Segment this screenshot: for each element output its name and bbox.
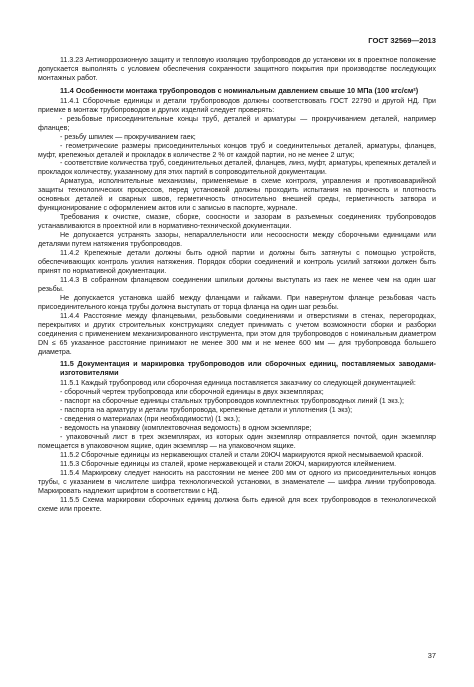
paragraph-11-5-3: 11.5.3 Сборочные единицы из сталей, кроме нержавеющей и стали 20ЮЧ, маркируются клеймением. xyxy=(60,459,397,468)
paragraph-11-5-5: 11.5.5 Схема маркировки сборочных единиц должна быть единой для всех трубопроводов в технологической схеме или проекте. xyxy=(38,495,436,513)
paragraph-11-5-4: 11.5.4 Маркировку следует наносить на расстоянии не менее 200 мм от одного из присоединительных концов трубы, с указанием в числителе шифра технологической установки, в знаменателе — шифра линии трубопровода. Маркировать надлежит шрифтом в соответствии с НД. xyxy=(38,468,436,495)
paragraph-11-3-23: 11.3.23 Антикоррозионную защиту и тепловую изоляцию трубопроводов до установки их в проектное положение допускается выполнять с условием обеспечения сохранности защитного покрытия при производстве последующих монтажных работ. xyxy=(38,56,436,82)
paragraph: Арматура, исполнительные механизмы, применяемые в схеме контроля, управления и противоаварийной защиты технологических процессов, перед установкой должны проходить испытания на прочность и плотность основных деталей и сварных швов, герметичность относительно внешней среды, герметичность затвора и функционирование с оформлением актов или с записью в паспорте, журнале. xyxy=(38,177,436,213)
list-item: - резьбу шпилек — прокручиванием гаек; xyxy=(60,132,196,141)
paragraph-11-5-2: 11.5.2 Сборочные единицы из нержавеющих сталей и стали 20ЮЧ маркируются яркой несмываемой краской. xyxy=(60,450,424,459)
list-item: - ведомость на упаковку (комплектовочная ведомость) в одном экземпляре; xyxy=(60,424,312,433)
section-heading-11-4: 11.4 Особенности монтажа трубопроводов с номинальным давлением свыше 10 МПа (100 кгс/см²) xyxy=(60,85,419,95)
paragraph-11-4-3: 11.4.3 В собранном фланцевом соединении шпильки должны выступать из гаек не менее чем на один шаг резьбы. xyxy=(38,275,436,293)
document-body xyxy=(38,56,436,514)
list-item: - сборочный чертеж трубопровода или сборочной единицы в двух экземплярах; xyxy=(60,388,324,397)
document-code: ГОСТ 32569—2013 xyxy=(368,36,436,45)
paragraph: Не допускается установка шайб между фланцами и гайками. При навернутом фланце резьбовая часть присоединительного конца трубы должна выступать от торца фланца на один шаг резьбы. xyxy=(38,293,436,311)
paragraph: Не допускается устранять зазоры, непараллельности или несоосности между сборочными единицами или деталями путем натяжения трубопроводов. xyxy=(38,231,436,249)
list-item: - резьбовые присоединительные концы труб, деталей и арматуры — прокручиванием деталей, например фланцев; xyxy=(38,114,436,132)
list-item: - сведения о материалах (при необходимости) (1 экз.); xyxy=(60,415,240,424)
list-item: - паспорта на арматуру и детали трубопровода, крепежные детали и уплотнения (1 экз); xyxy=(60,406,353,415)
list-item: - упаковочный лист в трех экземплярах, из которых один экземпляр отправляется почтой, один экземпляр помещается в упаковочном ящике, один экземпляр — на упаковочном ящике. xyxy=(38,433,436,451)
paragraph-11-4-2: 11.4.2 Крепежные детали должны быть одной партии и должны быть затянуты с помощью устройств, обеспечивающих контроль усилия натяжения. Порядок сборки соединений и контроль усилий затяжки должен быть принят по нормативной документации. xyxy=(38,249,436,275)
list-item: - соответствие количества труб, соединительных деталей, фланцев, линз, муфт, арматуры, крепежных деталей и прокладок количеству, указанному для этих партий в сопроводительной документации. xyxy=(38,159,436,177)
paragraph-11-5-1: 11.5.1 Каждый трубопровод или сборочная единица поставляется заказчику со следующей документацией: xyxy=(60,379,416,388)
paragraph: Требования к очистке, смазке, сборке, соосности и зазорам в разъемных соединениях трубопроводов устанавливаются в проектной или в нормативно-технической документации. xyxy=(38,213,436,231)
section-heading-11-5: 11.5 Документация и маркировка трубопроводов или сборочных единиц, поставляемых заводами-изготовителями xyxy=(60,359,436,378)
list-item: - паспорт на сборочные единицы стальных трубопроводов комплектных трубопроводных линий (1 экз.); xyxy=(60,397,405,406)
page-number: 37 xyxy=(427,651,436,660)
list-item: - геометрические размеры присоединительных концов труб и соединительных деталей, арматуры, фланцев, муфт, крепежных деталей и прокладок в количестве 2 % от каждой партии, но не менее 2 штук; xyxy=(38,141,436,159)
paragraph-11-4-4: 11.4.4 Расстояние между фланцевыми, резьбовыми соединениями и отверстиями в стенах, перегородках, перекрытиях и других строительных конструкциях следует принимать с учетом возможности сборки и разборки соединения с применением механизированного инструмента, при этом для трубопроводов с номинальным диаметром DN ≤ 65 указанное расстояние принимают не менее 300 мм и не менее 600 мм — для трубопровода большего диаметра. xyxy=(38,311,436,356)
paragraph-11-4-1: 11.4.1 Сборочные единицы и детали трубопроводов должны соответствовать ГОСТ 22790 и другой НД. При приемке в монтаж трубопроводов и других изделий следует проверять: xyxy=(38,96,436,114)
